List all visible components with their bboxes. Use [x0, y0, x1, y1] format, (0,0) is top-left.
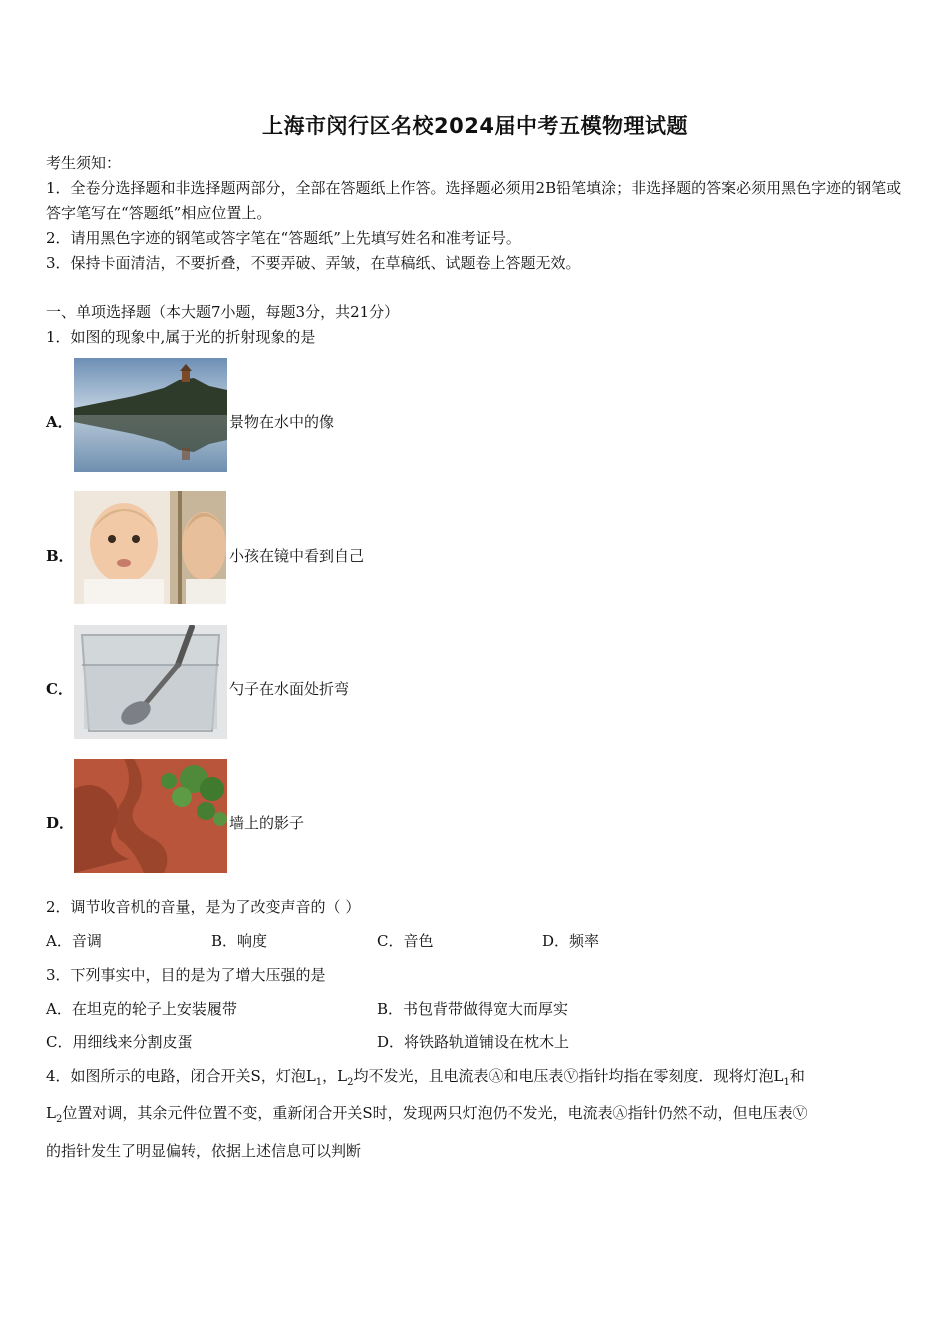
q2-option-a: A．音调: [46, 932, 102, 950]
q1-option-b-letter: B．: [46, 547, 74, 565]
q4-text: 4．如图所示的电路，闭合开关S，灯泡L: [46, 1067, 316, 1085]
section-heading: 一、单项选择题（本大题7小题，每题3分，共21分）: [46, 303, 400, 321]
q4-text: 均不发光，且电流表Ⓐ和电压表Ⓥ指针均指在零刻度．现将灯泡L: [353, 1067, 784, 1085]
q1-option-d-letter: D．: [46, 814, 75, 832]
question-2-stem: 2．调节收音机的音量，是为了改变声音的（ ）: [46, 898, 361, 916]
question-3-stem: 3．下列事实中，目的是为了增大压强的是: [46, 966, 326, 984]
spoon-in-water-image: [74, 625, 227, 739]
q1-option-d-caption: 墙上的影子: [229, 814, 305, 832]
baby-mirror-image: [74, 491, 226, 604]
page-title: 上海市闵行区名校2024届中考五模物理试题: [262, 114, 688, 138]
question-1-stem: 1．如图的现象中,属于光的折射现象的是: [46, 328, 316, 346]
q3-option-c: C．用细线来分割皮蛋: [46, 1033, 193, 1051]
q1-option-a-caption: 景物在水中的像: [229, 413, 335, 431]
q4-text: ，L: [322, 1067, 348, 1085]
notice-heading: 考生须知：: [46, 154, 122, 172]
lake-reflection-image: [74, 358, 227, 472]
q2-option-c: C．音色: [377, 932, 434, 950]
q3-option-d: D．将铁路轨道铺设在枕木上: [377, 1033, 570, 1051]
q3-option-b: B．书包背带做得宽大而厚实: [377, 1000, 569, 1018]
q4-text: 位置对调，其余元件位置不变，重新闭合开关S时，发现两只灯泡仍不发光，电流表Ⓐ指针仍然不动，但电压表Ⓥ: [62, 1104, 808, 1122]
question-4-line-1: [46, 1065, 908, 1094]
q3-option-a: A．在坦克的轮子上安装履带: [46, 1000, 237, 1018]
q4-subscript: 2: [55, 1114, 63, 1125]
notice-item-1: 1．全卷分选择题和非选择题两部分，全部在答题纸上作答。选择题必须用2B铅笔填涂；非选择题的答案必须用黑色字迹的钢笔或答字笔写在“答题纸”相应位置上。: [46, 179, 902, 222]
q1-option-a-letter: A．: [46, 413, 73, 431]
q4-text: L: [46, 1104, 56, 1122]
q4-subscript: 2: [347, 1077, 354, 1088]
q2-option-d: D．频率: [542, 932, 600, 950]
q1-option-c-caption: 勺子在水面处折弯: [229, 680, 350, 698]
notice-item-2: 2．请用黑色字迹的钢笔或答字笔在“答题纸”上先填写姓名和准考证号。: [46, 229, 521, 247]
q4-subscript: 1: [783, 1077, 790, 1088]
wall-shadow-image: [74, 759, 227, 873]
notice-item-3: 3．保持卡面清洁，不要折叠，不要弄破、弄皱，在草稿纸、试题卷上答题无效。: [46, 254, 581, 272]
q1-option-c-letter: C．: [46, 680, 73, 698]
q2-option-b: B．响度: [211, 932, 268, 950]
question-4-line-3: 的指针发生了明显偏转，依据上述信息可以判断: [46, 1142, 362, 1160]
q4-subscript: 1: [315, 1077, 323, 1088]
q1-option-b-caption: 小孩在镜中看到自己: [229, 547, 365, 565]
question-4-line-2: [46, 1102, 908, 1131]
q4-text: 和: [789, 1067, 805, 1085]
